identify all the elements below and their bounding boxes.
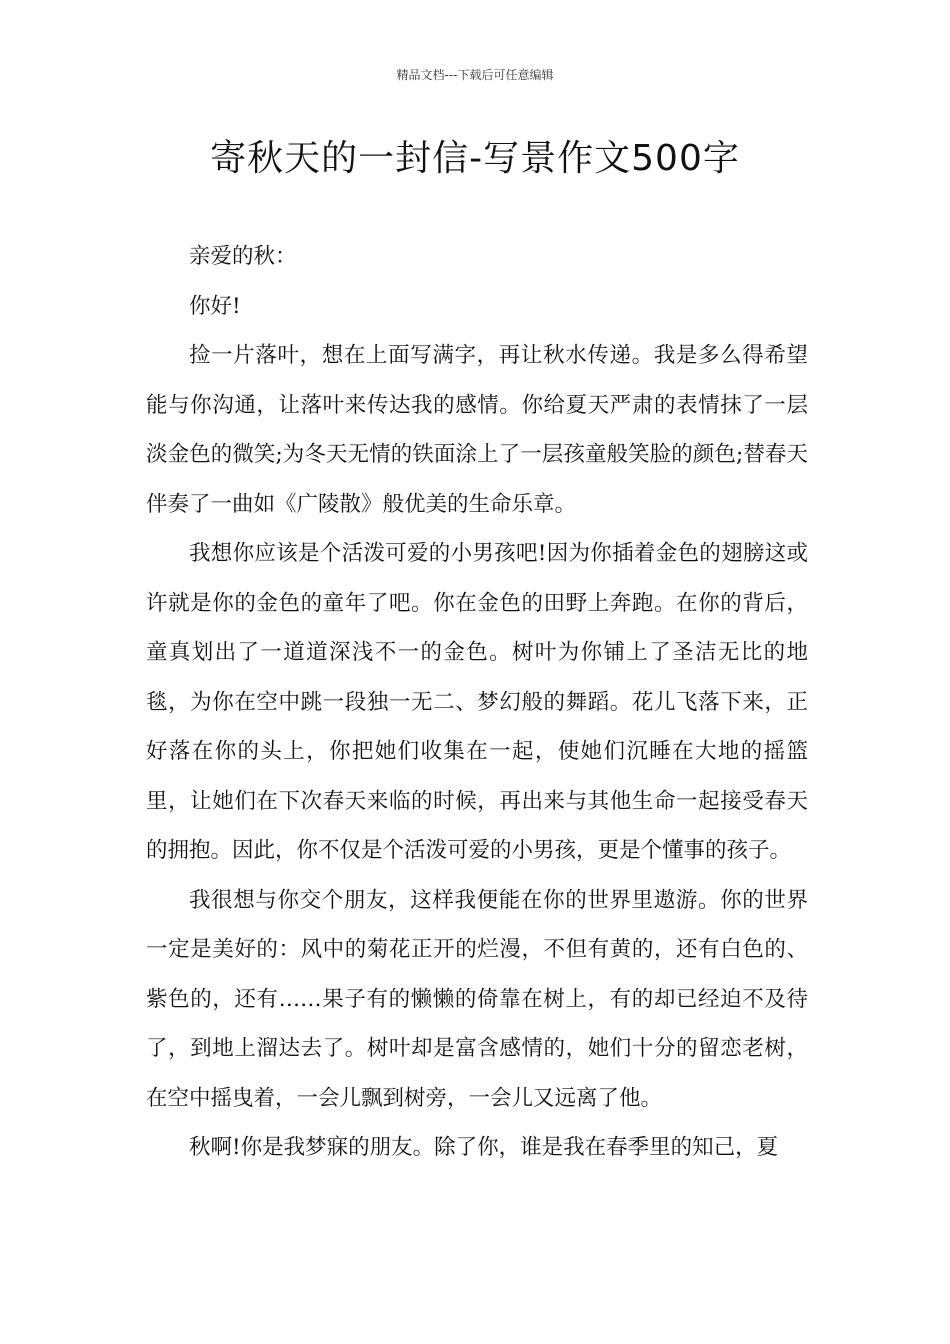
body-paragraph: 捡一片落叶，想在上面写满字，再让秋水传递。我是多么得希望能与你沟通，让落叶来传达我的感情。你给夏天严肃的表情抹了一层淡金色的微笑;为冬天无情的铁面涂上了一层孩童般笑脸的颜色;替春天伴奏了一曲如《广陵散》般优美的生命乐章。 bbox=[146, 343, 808, 517]
body-paragraph: 我很想与你交个朋友，这样我便能在你的世界里遨游。你的世界一定是美好的：风中的菊花正开的烂漫，不但有黄的，还有白色的、紫色的，还有……果子有的懒懒的倚靠在树上，有的却已经迫不及待了，到地上溜达去了。树叶却是富含感情的，她们十分的留恋老树，在空中摇曳着，一会儿飘到树旁，一会儿又远离了他。 bbox=[146, 887, 808, 1111]
salutation: 亲爱的秋： bbox=[189, 244, 297, 269]
body-paragraph: 秋啊!你是我梦寐的朋友。除了你，谁是我在春季里的知己，夏 bbox=[189, 1135, 779, 1160]
letter-body bbox=[146, 232, 808, 1173]
document-title: 寄秋天的一封信-写景作文500字 bbox=[210, 138, 740, 179]
greeting: 你好! bbox=[189, 293, 241, 319]
body-paragraph: 我想你应该是个活泼可爱的小男孩吧!因为你插着金色的翅膀这或许就是你的金色的童年了吧。你在金色的田野上奔跑。在你的背后，童真划出了一道道深浅不一的金色。树叶为你铺上了圣洁无比的地毯，为你在空中跳一段独一无二、梦幻般的舞蹈。花儿飞落下来，正好落在你的头上，你把她们收集在一起，使她们沉睡在大地的摇篮里，让她们在下次春天来临的时候，再出来与其他生命一起接受春天的拥抱。因此，你不仅是个活泼可爱的小男孩，更是个懂事的孩子。 bbox=[146, 541, 808, 863]
header-note: 精品文档---下载后可任意编辑 bbox=[396, 68, 554, 82]
